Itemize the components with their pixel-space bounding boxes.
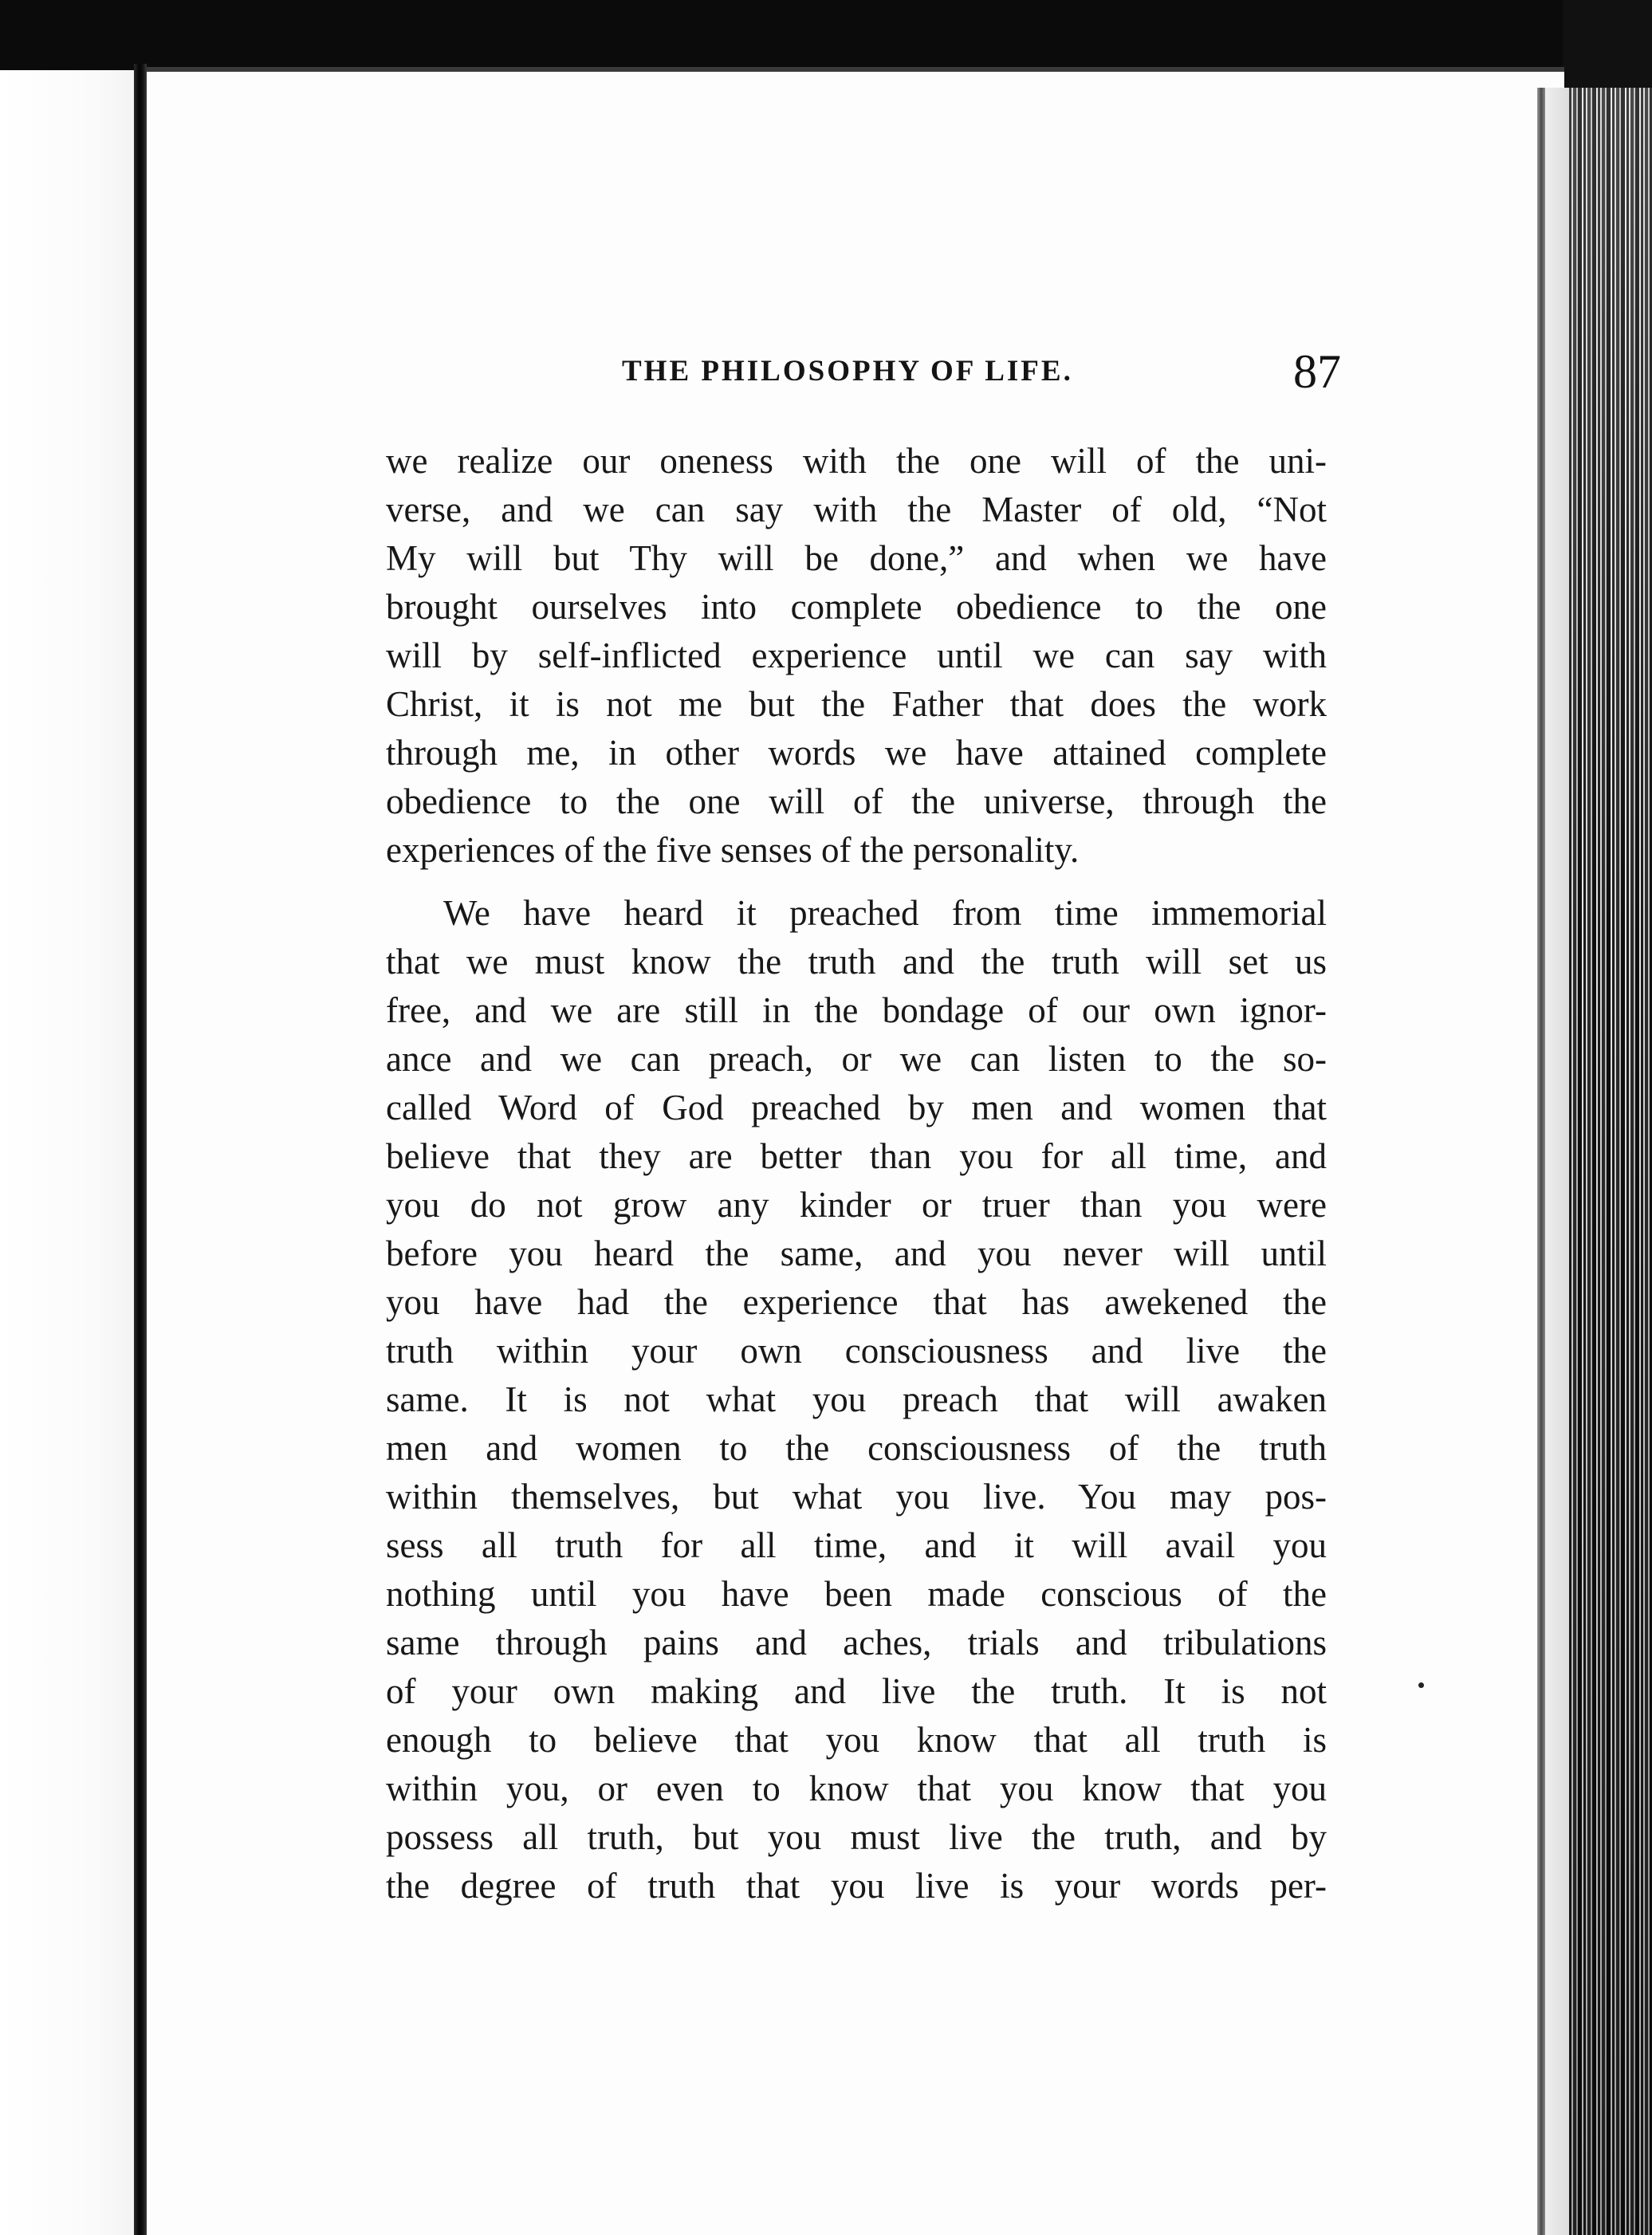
page-stack-edge <box>1569 88 1652 2235</box>
text-line: the degree of truth that you live is your words per- <box>386 1866 1327 1906</box>
book-gutter-shadow <box>134 64 147 2235</box>
running-title: THE PHILOSOPHY OF LIFE. <box>622 355 1073 388</box>
text-line: of your own making and live the truth. It is not <box>386 1671 1327 1711</box>
text-line: Christ, it is not me but the Father that does the work <box>386 684 1327 724</box>
text-line: truth within your own consciousness and live the <box>386 1331 1327 1371</box>
text-line: called Word of God preached by men and women that <box>386 1088 1327 1127</box>
page-top-edge <box>147 67 1564 72</box>
page-right-shade <box>1545 88 1569 2235</box>
text-line: brought ourselves into complete obedience to the one <box>386 587 1327 627</box>
body-text <box>386 437 1327 1910</box>
text-line: believe that they are better than you for all time, and <box>386 1136 1327 1176</box>
text-line: we realize our oneness with the one will of the uni- <box>386 441 1327 481</box>
text-line: before you heard the same, and you never will until <box>386 1234 1327 1273</box>
text-line: same. It is not what you preach that will awaken <box>386 1379 1327 1419</box>
text-line: We have heard it preached from time immemorial <box>443 893 1327 933</box>
text-line: verse, and we can say with the Master of old, “Not <box>386 490 1327 529</box>
page-number: 87 <box>1293 345 1341 398</box>
text-line: sess all truth for all time, and it will avail you <box>386 1525 1327 1565</box>
text-line: within you, or even to know that you know that you <box>386 1769 1327 1808</box>
text-line: you do not grow any kinder or truer than you were <box>386 1185 1327 1225</box>
text-line: will by self-inflicted experience until we can say with <box>386 635 1327 675</box>
facing-page-edge <box>0 70 140 2235</box>
paragraph <box>386 889 1327 1910</box>
text-line: men and women to the consciousness of the truth <box>386 1428 1327 1468</box>
paragraph-gap <box>386 875 1327 889</box>
text-line: experiences of the five senses of the personality. <box>386 830 1080 870</box>
text-line: enough to believe that you know that all truth is <box>386 1720 1327 1760</box>
text-line: you have had the experience that has awekened the <box>386 1282 1327 1322</box>
text-line: through me, in other words we have attained complete <box>386 733 1327 773</box>
text-line: within themselves, but what you live. You may pos- <box>386 1477 1327 1517</box>
scanner-top-border <box>0 0 1652 70</box>
scan-speck <box>1418 1682 1424 1688</box>
text-line: obedience to the one will of the universe, through the <box>386 781 1327 821</box>
text-line: My will but Thy will be done,” and when we have <box>386 538 1327 578</box>
running-head <box>383 344 1339 408</box>
text-line: same through pains and aches, trials and tribulations <box>386 1623 1327 1662</box>
text-line: that we must know the truth and the truth will set us <box>386 942 1327 982</box>
paragraph-continued <box>386 437 1327 875</box>
page-right-edge <box>1537 88 1545 2235</box>
text-line: ance and we can preach, or we can listen to the so- <box>386 1039 1327 1079</box>
text-line: nothing until you have been made conscious of the <box>386 1574 1327 1614</box>
text-line: possess all truth, but you must live the truth, and by <box>386 1817 1327 1857</box>
text-line: free, and we are still in the bondage of our own ignor- <box>386 990 1327 1030</box>
